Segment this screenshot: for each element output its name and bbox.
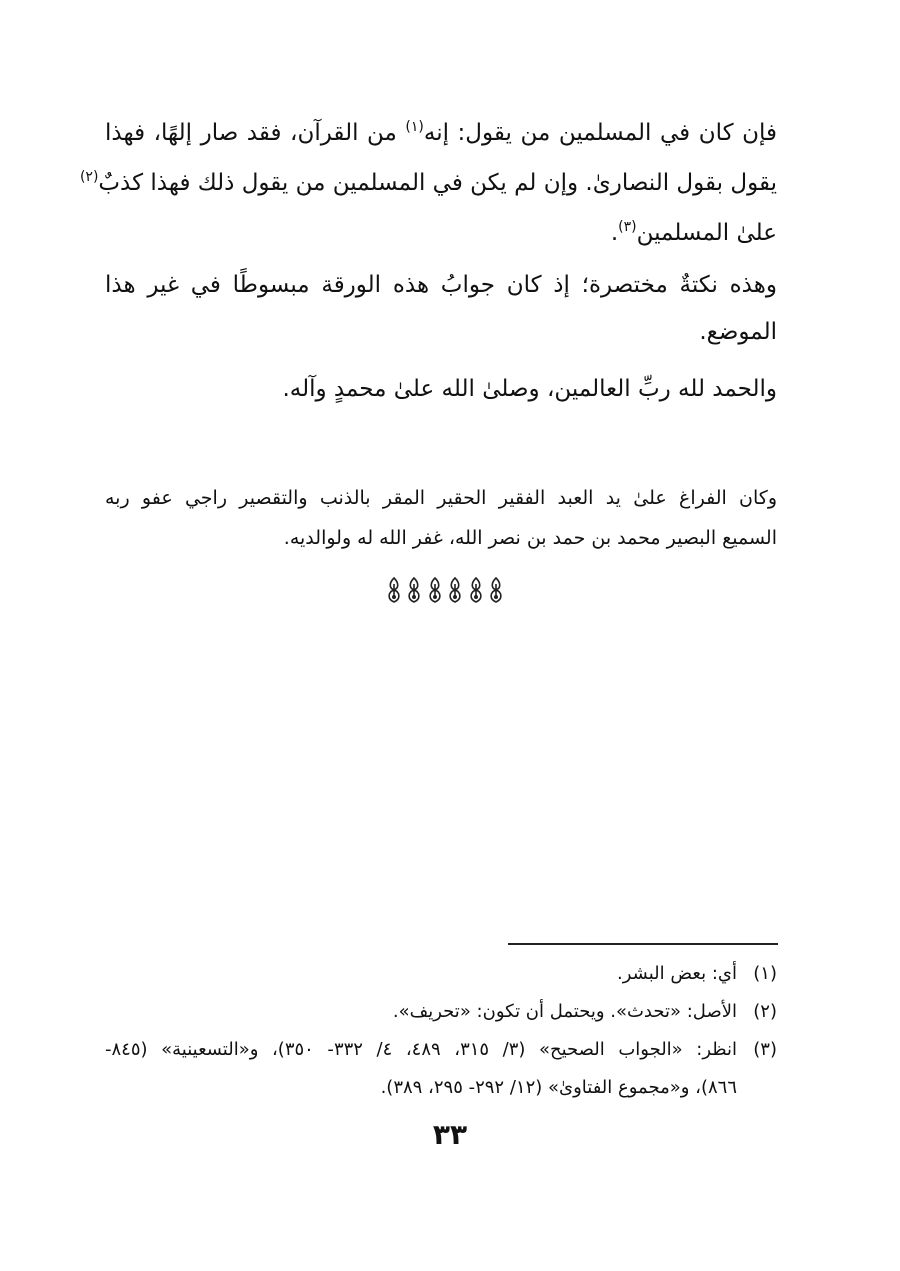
footnote-number: (١) [753, 963, 777, 984]
paragraph-2-line-2: الموضع. [699, 319, 777, 345]
paragraph-1-line-2 [79, 160, 777, 210]
footnote-separator [508, 943, 778, 945]
footnotes [105, 955, 777, 1107]
footnote-line: ٨٦٦)، و«مجموع الفتاوىٰ» (١٢/ ٢٩٢- ٢٩٥، ٣٨٩). [380, 1077, 737, 1098]
paragraph-2 [105, 262, 777, 356]
text-run: . [610, 220, 619, 246]
ornament-flourish-icon [426, 575, 444, 605]
paragraph-1 [79, 110, 777, 260]
footnote-line: الأصل: «تحدث». ويحتمل أن تكون: «تحريف». [392, 1001, 737, 1022]
footnote-number: (٣) [753, 1039, 777, 1060]
footnote-3 [105, 1031, 777, 1107]
footnote-1 [105, 955, 777, 993]
text-run: فإن كان في المسلمين من يقول: إنه [423, 120, 777, 146]
footnote-ref-1: (١) [405, 119, 424, 135]
ornament-flourish-icon [446, 575, 464, 605]
ornament-flourish-icon [385, 575, 403, 605]
ornament-flourish-icon [405, 575, 423, 605]
footnote-ref-3: (٣) [618, 219, 637, 235]
footnote-text [105, 993, 737, 1031]
footnote-line: أي: بعض البشر. [617, 963, 737, 984]
paragraph-2-line-1: وهذه نكتةٌ مختصرة؛ إذ كان جوابُ هذه الورقة مبسوطًا في غير هذا [105, 272, 777, 298]
colophon-line-1: وكان الفراغ علىٰ يد العبد الفقير الحقير المقر بالذنب والتقصير راجي عفو ربه [105, 487, 777, 509]
paragraph-3 [105, 366, 777, 413]
paragraph-3-line-1: والحمد لله ربِّ العالمين، وصلىٰ الله علىٰ محمدٍ وآله. [282, 376, 777, 402]
ornament-flourish-icon [467, 575, 485, 605]
footnote-ref-2: (٢) [79, 169, 99, 185]
text-run: يقول بقول النصارىٰ. وإن لم يكن في المسلمين من يقول ذلك فهذا كذبٌ [98, 170, 777, 196]
colophon-line-2: السميع البصير محمد بن حمد بن نصر الله، غفر الله له ولوالديه. [283, 527, 777, 549]
ornament-flourish-icon [487, 575, 505, 605]
page-number: ٣٣ [432, 1118, 468, 1151]
footnote-text [105, 1031, 737, 1107]
footnote-line: انظر: «الجواب الصحيح» (٣/ ٣١٥، ٤٨٩، ٤/ ٣٣٢- ٣٥٠)، و«التسعينية» (٨٤٥- [105, 1039, 738, 1060]
paragraph-1-line-3 [105, 210, 777, 260]
paragraph-1-line-1 [105, 110, 777, 160]
end-ornament [385, 575, 505, 605]
footnote-text [105, 955, 737, 993]
text-run: علىٰ المسلمين [636, 220, 777, 246]
footnote-2 [105, 993, 777, 1031]
colophon [105, 478, 777, 558]
text-run: من القرآن، فقد صار إلهًا، فهذا [105, 120, 406, 146]
footnote-number: (٢) [753, 1001, 777, 1022]
